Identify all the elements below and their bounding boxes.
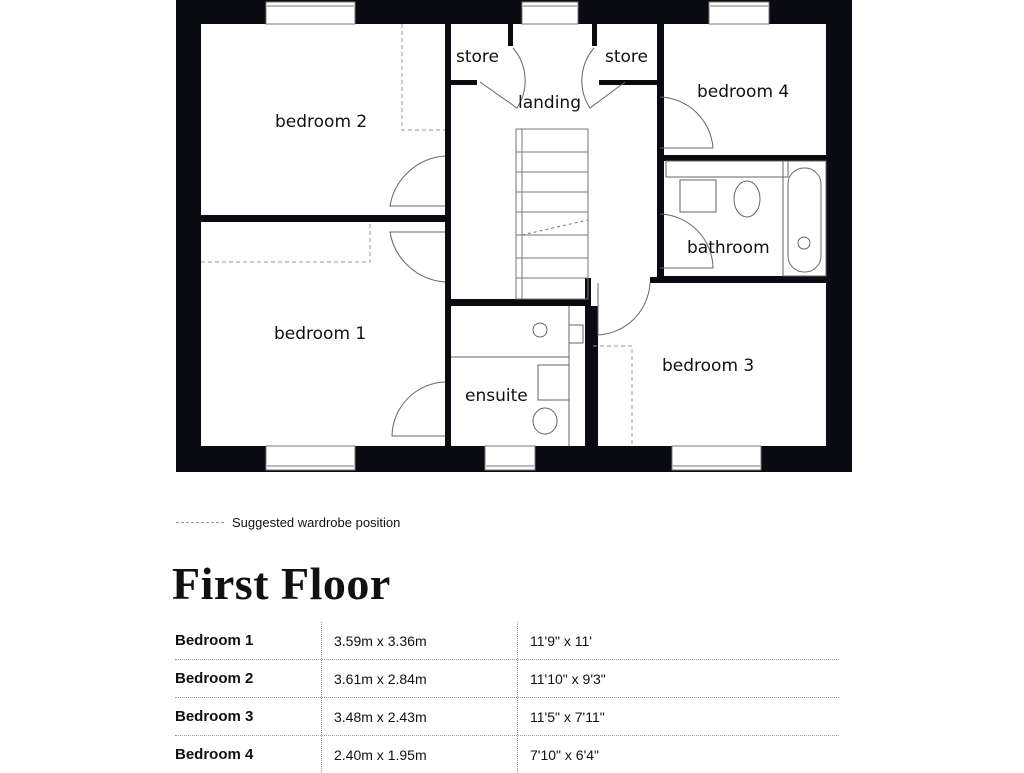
- imperial-size: 11'9" x 11': [517, 622, 839, 659]
- page-title: First Floor: [172, 558, 391, 609]
- room-label-store-left: store: [456, 47, 499, 67]
- room-name: Bedroom 2: [175, 670, 254, 687]
- legend: [176, 515, 400, 530]
- dimensions-table: [175, 622, 839, 773]
- legend-wardrobe-label: Suggested wardrobe position: [232, 515, 401, 530]
- metric-size: 2.40m x 1.95m: [321, 736, 517, 773]
- metric-size: 3.59m x 3.36m: [321, 622, 517, 659]
- room-label-store-right: store: [605, 47, 648, 67]
- table-row: [175, 736, 839, 773]
- table-row: [175, 698, 839, 736]
- room-label-bedroom-1: bedroom 1: [274, 324, 367, 344]
- room-name: Bedroom 1: [175, 632, 254, 649]
- room-label-landing: landing: [518, 93, 581, 113]
- metric-size: 3.61m x 2.84m: [321, 660, 517, 697]
- table-row: [175, 660, 839, 698]
- dashed-line-swatch: [176, 522, 224, 523]
- room-label-bedroom-2: bedroom 2: [275, 112, 368, 132]
- imperial-size: 7'10" x 6'4": [517, 736, 839, 773]
- metric-size: 3.48m x 2.43m: [321, 698, 517, 735]
- room-label-bedroom-3: bedroom 3: [662, 356, 755, 376]
- imperial-size: 11'10" x 9'3": [517, 660, 839, 697]
- room-name: Bedroom 3: [175, 708, 254, 725]
- table-row: [175, 622, 839, 660]
- room-label-ensuite: ensuite: [465, 386, 528, 406]
- room-name: Bedroom 4: [175, 746, 254, 763]
- room-label-bathroom: bathroom: [687, 238, 770, 258]
- room-label-bedroom-4: bedroom 4: [697, 82, 790, 102]
- imperial-size: 11'5" x 7'11": [517, 698, 839, 735]
